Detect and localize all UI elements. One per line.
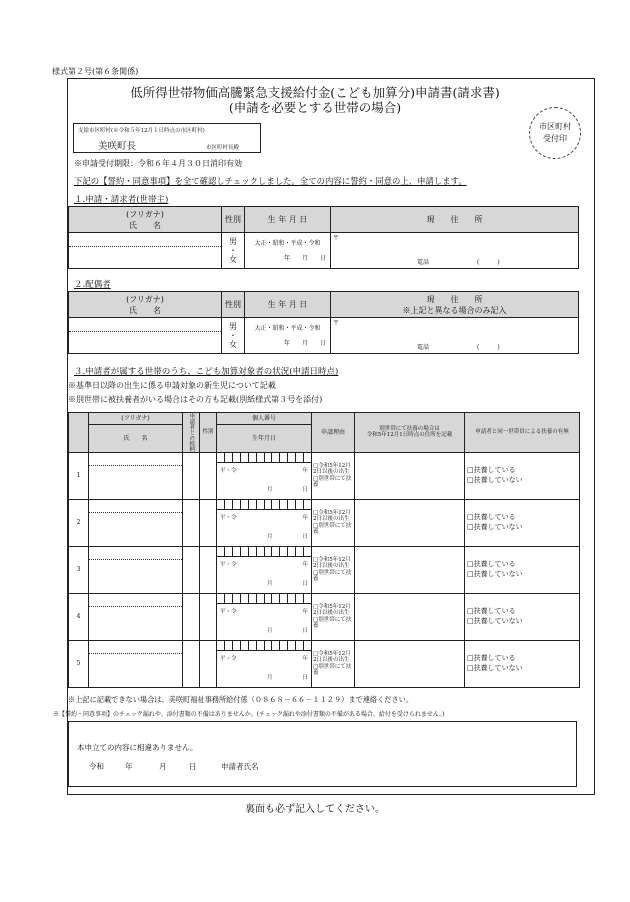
separate-address-input[interactable] — [355, 452, 465, 499]
furigana-label: (フリガナ) — [126, 294, 164, 304]
mynumber-birth-input[interactable] — [217, 499, 312, 546]
applicant-name-header — [69, 207, 222, 233]
era-label: 平・令 — [220, 561, 237, 568]
applicant-table — [68, 206, 579, 269]
reason-separate-checkbox[interactable]: □別世帯にて扶養 — [313, 616, 352, 629]
spouse-table — [68, 291, 579, 354]
row-number-header — [69, 413, 89, 453]
address-label: 現 住 所 — [426, 294, 483, 304]
month-label: 月 — [267, 627, 273, 634]
phone-parens: ( ) — [477, 344, 500, 351]
year-field[interactable]: 年 — [125, 762, 133, 771]
spouse-gender-select[interactable] — [222, 318, 245, 354]
applicant-address-input[interactable] — [331, 233, 579, 269]
postal-mark: 〒 — [333, 320, 340, 327]
section3-heading: ３.申請者が属する世帯のうち、こども加算対象者の状況(申請日時点) — [74, 367, 339, 377]
address-header: 現 住 所 — [331, 207, 579, 233]
reason-checkboxes[interactable] — [312, 452, 355, 499]
reception-stamp-area — [529, 107, 581, 159]
spouse-name-header — [69, 292, 222, 318]
section3-note-1: ※基準日以降の出生に係る申請対象の新生児について記載 — [68, 381, 276, 390]
relation-input[interactable] — [183, 546, 200, 593]
month-label: 月 — [267, 486, 273, 493]
reason-separate-checkbox[interactable]: □別世帯にて扶養 — [313, 522, 352, 535]
municipality-label: 支給市区町村(※令和５年12月１日時点の市区町村) — [78, 128, 205, 134]
day-field[interactable]: 日 — [189, 762, 197, 771]
dependent-header: 申請者と同一世帯員による扶養の有無 — [465, 413, 580, 453]
era-label: 平・令 — [220, 655, 237, 662]
separate-household-header — [355, 413, 465, 453]
birthdate-header: 生 年 月 日 — [245, 207, 331, 233]
gender-header: 性別 — [200, 413, 217, 453]
dependent-no-checkbox[interactable]: □扶養していない — [467, 616, 523, 625]
form-code: 様式第２号(第６条関係) — [52, 67, 139, 76]
section2-heading: ２.配偶者 — [74, 280, 111, 290]
reason-checkboxes[interactable] — [312, 593, 355, 640]
year-label: 年 — [302, 608, 308, 615]
mynumber-birth-input[interactable] — [217, 593, 312, 640]
row-number: 3 — [69, 546, 89, 593]
gender-input[interactable] — [200, 640, 217, 687]
stamp-label-2: 受付印 — [543, 134, 567, 143]
reason-newborn-checkbox[interactable]: □令和5年12月2日以後の出生 — [313, 509, 351, 522]
reason-header: 申請理由 — [312, 413, 355, 453]
reason-newborn-checkbox[interactable]: □令和5年12月2日以後の出生 — [313, 556, 351, 569]
furigana-header: (フリガナ) — [89, 413, 183, 425]
era-label: 平・令 — [220, 467, 237, 474]
table-row — [69, 499, 580, 546]
mynumber-birth-input[interactable] — [217, 640, 312, 687]
dependent-yes-checkbox[interactable]: □扶養している — [467, 466, 516, 474]
row-number: 1 — [69, 452, 89, 499]
check-note: ※【誓約・同意事項】のチェック漏れや、添付書類の不備はありませんか。(チェック漏れや添付書類の不備がある場合、給付を受けられません。) — [53, 711, 445, 718]
reason-separate-checkbox[interactable]: □別世帯にて扶養 — [313, 475, 352, 488]
table-row — [69, 452, 580, 499]
row-number: 2 — [69, 499, 89, 546]
spouse-name-input[interactable] — [69, 318, 222, 354]
table-row — [69, 593, 580, 640]
separate-address-input[interactable] — [355, 593, 465, 640]
stamp-label-1: 市区町村 — [539, 122, 571, 131]
dependent-yes-checkbox[interactable]: □扶養している — [467, 607, 516, 615]
male-option[interactable]: 男 — [229, 237, 237, 246]
spouse-address-header — [331, 292, 579, 318]
month-field[interactable]: 月 — [159, 762, 167, 771]
separator-dot: ・ — [229, 246, 237, 255]
mayor-suffix: 市区町村長殿 — [206, 145, 240, 151]
row-number: 4 — [69, 593, 89, 640]
municipality-box — [73, 123, 261, 153]
separate-label-2: 令和5年12月1日時点の住所を記載 — [366, 432, 453, 439]
dependent-checkboxes[interactable] — [465, 593, 580, 640]
day-label: 日 — [302, 674, 308, 681]
child-name-input[interactable] — [89, 499, 183, 546]
child-name-input[interactable] — [89, 593, 183, 640]
reason-newborn-checkbox[interactable]: □令和5年12月2日以後の出生 — [313, 650, 351, 663]
applicant-signature-field[interactable]: 申請者氏名 — [221, 762, 259, 771]
era-label: 平・令 — [220, 608, 237, 615]
address-note: ※上記と異なる場合のみ記入 — [402, 305, 507, 315]
gender-input[interactable] — [200, 593, 217, 640]
mynumber-header: 個人番号 — [217, 413, 312, 425]
mayor-name: 美咲町長 — [98, 141, 137, 152]
male-option[interactable]: 男 — [229, 322, 237, 331]
reason-checkboxes[interactable] — [312, 499, 355, 546]
form-title: 低所得世帯物価高騰緊急支援給付金(こども加算分)申請書(請求書) — [130, 85, 500, 100]
dependent-yes-checkbox[interactable]: □扶養している — [467, 560, 516, 568]
table-row — [69, 640, 580, 687]
child-name-input[interactable] — [89, 640, 183, 687]
dependent-checkboxes[interactable] — [465, 640, 580, 687]
relation-input[interactable] — [183, 499, 200, 546]
dependent-no-checkbox[interactable]: □扶養していない — [467, 569, 523, 578]
day-label: 日 — [302, 580, 308, 587]
reason-checkboxes[interactable] — [312, 640, 355, 687]
dependent-checkboxes[interactable] — [465, 452, 580, 499]
month-label: 月 — [267, 674, 273, 681]
year-label: 年 — [302, 514, 308, 521]
name-label: 氏 名 — [129, 305, 161, 315]
confirmation-box — [68, 721, 577, 787]
separate-address-input[interactable] — [355, 546, 465, 593]
year-label: 年 — [302, 467, 308, 474]
year-label: 年 — [302, 655, 308, 662]
ymd-label: 年 月 日 — [283, 254, 326, 262]
name-label: 氏 名 — [129, 220, 161, 230]
reason-newborn-checkbox[interactable]: □令和5年12月2日以後の出生 — [313, 603, 351, 616]
section1-heading: １.申請・請求者(世帯主) — [74, 195, 169, 205]
gender-header: 性別 — [222, 292, 245, 318]
pledge-text: 下記の【誓約・同意事項】を全て確認しチェックしました。全ての内容に誓約・同意の上、申請します。 — [74, 176, 467, 186]
phone-parens: ( ) — [477, 259, 500, 266]
mynumber-birth-input[interactable] — [217, 546, 312, 593]
mynumber-birth-input[interactable] — [217, 452, 312, 499]
dependent-yes-checkbox[interactable]: □扶養している — [467, 513, 516, 521]
separate-address-input[interactable] — [355, 499, 465, 546]
name-header: 氏 名 — [89, 425, 183, 452]
relation-input[interactable] — [183, 593, 200, 640]
relation-input[interactable] — [183, 452, 200, 499]
separate-label-1: 別世帯にて扶養の場合は — [379, 425, 440, 432]
birthdate-header: 生 年 月 日 — [245, 292, 331, 318]
applicant-birthdate-input[interactable] — [245, 233, 331, 269]
ymd-label: 年 月 日 — [283, 339, 326, 347]
birth-header: 生年月日 — [217, 425, 312, 452]
spouse-birthdate-input[interactable] — [245, 318, 331, 354]
child-name-input[interactable] — [89, 546, 183, 593]
applicant-gender-select[interactable] — [222, 233, 245, 269]
female-option[interactable]: 女 — [229, 255, 237, 264]
applicant-name-input[interactable] — [69, 233, 222, 269]
table-row — [69, 546, 580, 593]
child-name-input[interactable] — [89, 452, 183, 499]
era-label: 平・令 — [220, 514, 237, 521]
relation-header: 申請者との続柄 — [183, 413, 200, 453]
confirmation-text: 本申立ての内容に相違ありません。 — [77, 743, 198, 752]
day-label: 日 — [302, 533, 308, 540]
month-label: 月 — [267, 580, 273, 587]
phone-label: 電話 — [417, 344, 430, 351]
dependent-checkboxes[interactable] — [465, 546, 580, 593]
separate-address-input[interactable] — [355, 640, 465, 687]
reason-checkboxes[interactable] — [312, 546, 355, 593]
relation-input[interactable] — [183, 640, 200, 687]
era-options: 大正・昭和・平成・令和 — [254, 324, 321, 332]
reiwa-label[interactable]: 令和 — [89, 762, 104, 771]
reason-separate-checkbox[interactable]: □別世帯にて扶養 — [313, 569, 352, 582]
section3-note-2: ※別世帯に被扶養者がいる場合はその方も記載(別紙様式第３号を添付) — [68, 395, 323, 404]
year-label: 年 — [302, 561, 308, 568]
back-side-note: 裏面も必ず記入してください。 — [245, 804, 385, 815]
dependent-checkboxes[interactable] — [465, 499, 580, 546]
reason-newborn-checkbox[interactable]: □令和5年12月2日以後の出生 — [313, 462, 351, 475]
row-number: 5 — [69, 640, 89, 687]
children-table — [68, 412, 580, 688]
month-label: 月 — [267, 533, 273, 540]
contact-note: ※上記に記載できない場合は、美咲町福祉事務所給付係（０８６８－６６－１１２９）まで連絡ください。 — [68, 695, 414, 704]
reason-separate-checkbox[interactable]: □別世帯にて扶養 — [313, 663, 352, 676]
day-label: 日 — [302, 486, 308, 493]
furigana-label: (フリガナ) — [126, 209, 164, 219]
dependent-no-checkbox[interactable]: □扶養していない — [467, 663, 523, 672]
gender-input[interactable] — [200, 452, 217, 499]
dependent-no-checkbox[interactable]: □扶養していない — [467, 475, 523, 484]
form-subtitle: (申請を必要とする世帯の場合) — [228, 100, 402, 115]
dependent-yes-checkbox[interactable]: □扶養している — [467, 654, 516, 662]
gender-header: 性別 — [222, 207, 245, 233]
female-option[interactable]: 女 — [229, 340, 237, 349]
phone-label: 電話 — [417, 259, 430, 266]
gender-input[interactable] — [200, 499, 217, 546]
deadline-note: ※申請受付期限：令和６年４月３０日消印有効 — [74, 159, 242, 168]
gender-input[interactable] — [200, 546, 217, 593]
spouse-address-input[interactable] — [331, 318, 579, 354]
separator-dot: ・ — [229, 331, 237, 340]
dependent-no-checkbox[interactable]: □扶養していない — [467, 522, 523, 531]
era-options: 大正・昭和・平成・令和 — [254, 239, 321, 247]
day-label: 日 — [302, 627, 308, 634]
postal-mark: 〒 — [333, 235, 340, 242]
